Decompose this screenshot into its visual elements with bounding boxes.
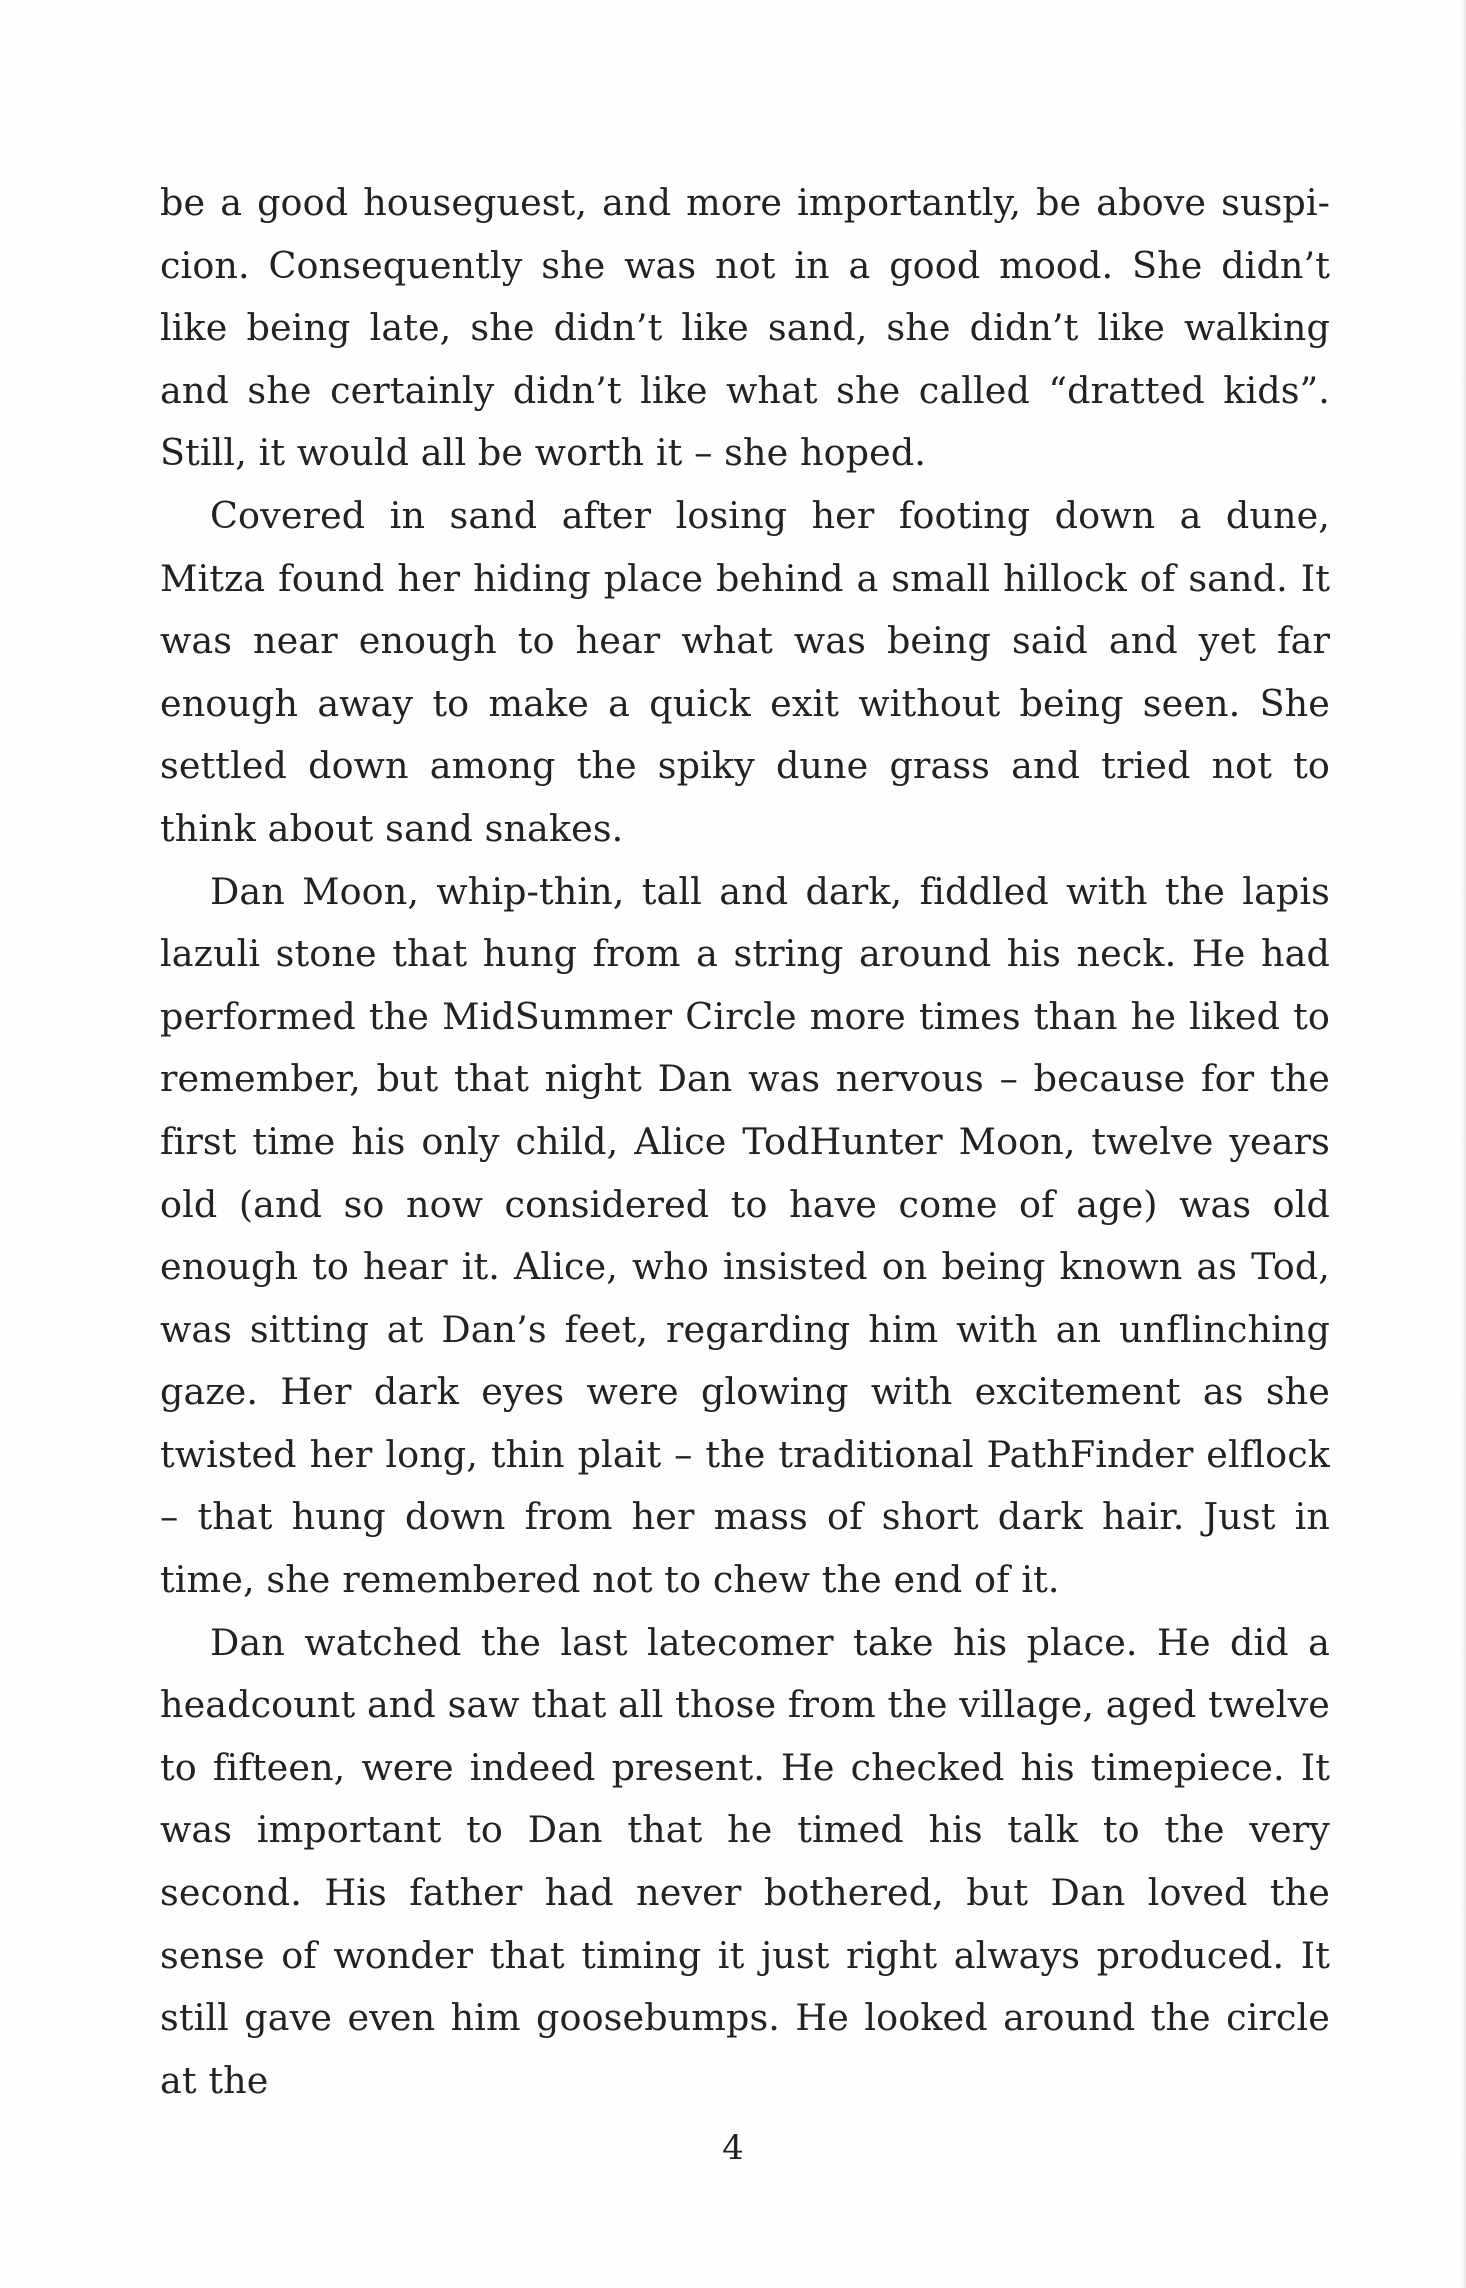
body-text [160,172,1330,2112]
paragraph-1: be a good houseguest, and more importantly, be above suspicion. Consequently she was not in a good mood. She didn’t like being late, she didn’t like sand, she didn’t like walking and she certainly didn’t like what she called “dratted kids”. Still, it would all be worth it – she hoped. [160,181,1330,475]
page-edge [1460,0,1466,2288]
page-number: 4 [722,2128,744,2168]
paragraph-2: Covered in sand after losing her footing down a dune, Mitza found her hiding place behind a small hillock of sand. It was near enough to hear what was being said and yet far enough away to make a quick exit without being seen. She settled down among the spiky dune grass and tried not to think about sand snakes. [160,493,1330,850]
paragraph-4: Dan watched the last latecomer take his place. He did a headcount and saw that all those from the village, aged twelve to fifteen, were indeed present. He checked his timepiece. It was important to Dan that he timed his talk to the very second. His father had never bothered, but Dan loved the sense of wonder that timing it just right always produced. It still gave even him goosebumps. He looked around the circle at the [160,1620,1330,2102]
paragraph-3: Dan Moon, whip-thin, tall and dark, fiddled with the lapis lazuli stone that hung from a string around his neck. He had performed the MidSummer Circle more times than he liked to remember, but that night Dan was nervous – because for the first time his only child, Alice TodHunter Moon, twelve years old (and so now considered to have come of age) was old enough to hear it. Alice, who insisted on being known as Tod, was sitting at Dan’s feet, regarding him with an unflinching gaze. Her dark eyes were glowing with excitement as she twisted her long, thin plait – the traditional PathFinder elflock – that hung down from her mass of short dark hair. Just in time, she remembered not to chew the end of it. [160,869,1330,1602]
